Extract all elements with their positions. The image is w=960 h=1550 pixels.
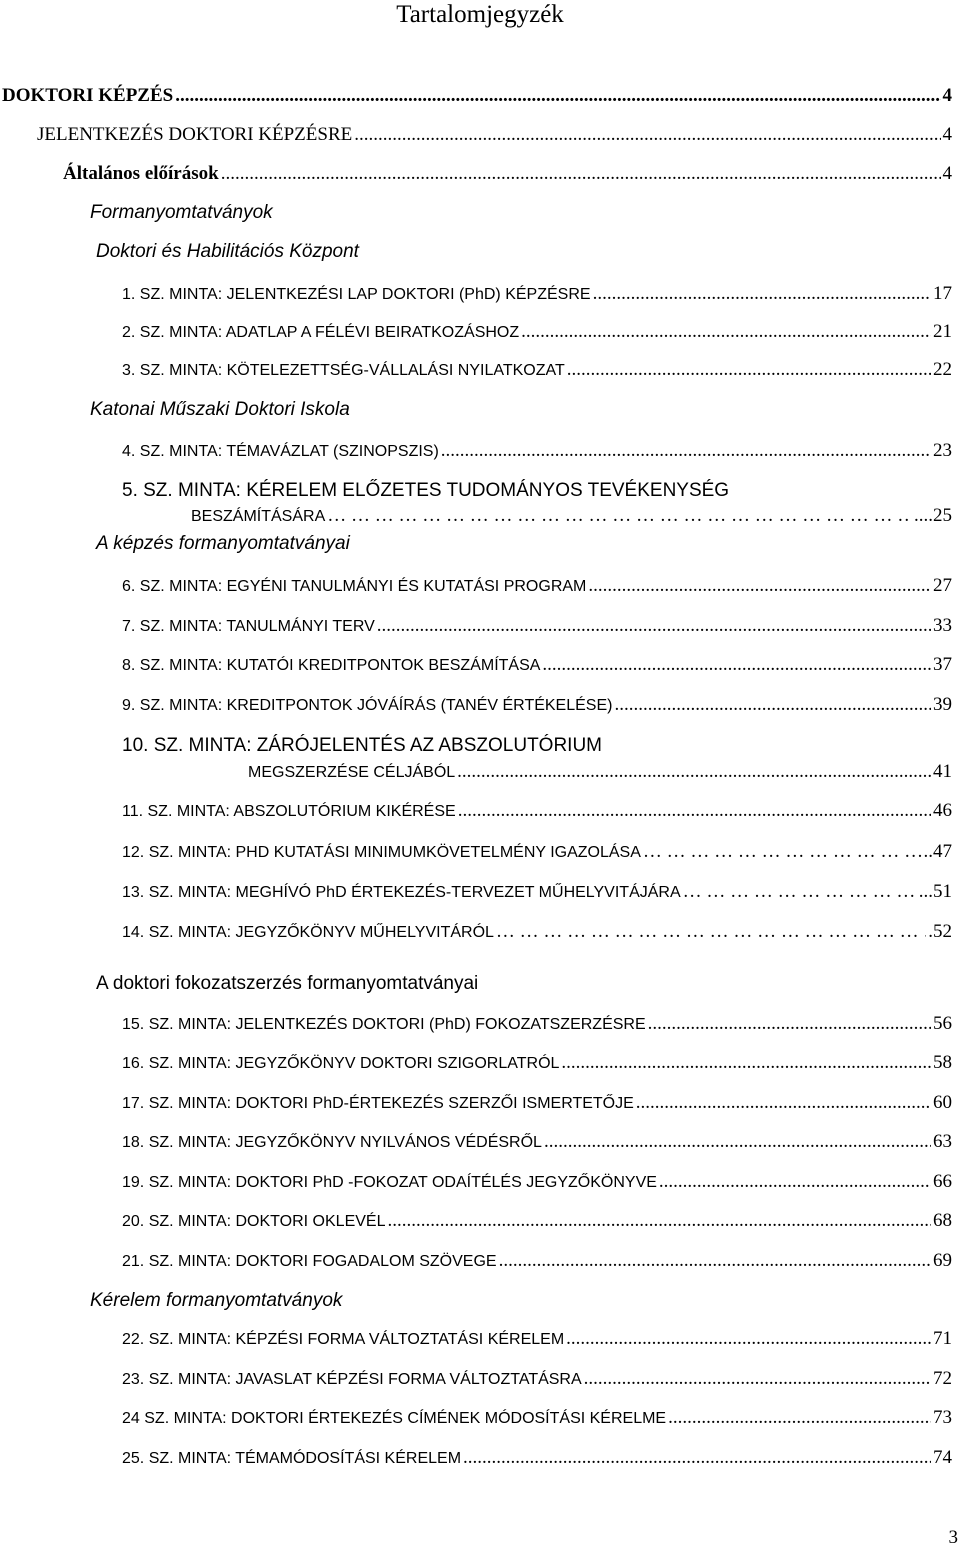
- toc-entry-minta-3[interactable]: [122, 358, 952, 383]
- toc-page-number: 66: [933, 1171, 952, 1192]
- toc-page-number: 46: [933, 800, 952, 821]
- toc-page-number: 41: [933, 761, 952, 782]
- leader-dots: [636, 1091, 931, 1115]
- toc-entry-minta-4[interactable]: [122, 439, 952, 464]
- leader-dots: [458, 799, 931, 823]
- toc-page-number: 73: [933, 1407, 952, 1428]
- toc-entry-label: 21. SZ. MINTA: DOKTORI FOGADALOM SZÖVEGE: [122, 1253, 497, 1270]
- toc-page-number: 27: [933, 575, 952, 596]
- toc-entry-label: 15. SZ. MINTA: JELENTKEZÉS DOKTORI (PhD) FOKOZATSZERZÉSRE: [122, 1016, 646, 1033]
- leader-dots: [354, 123, 940, 147]
- toc-entry-label: 6. SZ. MINTA: EGYÉNI TANULMÁNYI ÉS KUTATÁSI PROGRAM: [122, 578, 587, 595]
- toc-entry-minta-1[interactable]: [122, 282, 952, 307]
- section-heading-fokozatszerzes: A doktori fokozatszerzés formanyomtatványai: [96, 973, 479, 994]
- toc-entry-minta-23[interactable]: [122, 1367, 952, 1392]
- toc-page-number: 71: [933, 1328, 952, 1349]
- toc-entry-label: Általános előírások: [63, 163, 219, 184]
- toc-entry-minta-24[interactable]: [122, 1406, 952, 1431]
- leader-dots: [499, 1249, 931, 1273]
- toc-entry-minta-6[interactable]: [122, 574, 952, 599]
- toc-entry-minta-22[interactable]: [122, 1327, 952, 1352]
- leader-dots: [544, 1130, 931, 1154]
- toc-entry-label: 3. SZ. MINTA: KÖTELEZETTSÉG-VÁLLALÁSI NYILATKOZAT: [122, 362, 565, 379]
- toc-page-number: 39: [933, 694, 952, 715]
- leader-dots: [377, 614, 931, 638]
- toc-entry-label: 19. SZ. MINTA: DOKTORI PhD -FOKOZAT ODAÍTÉLÉS JEGYZŐKÖNYVE: [122, 1174, 657, 1191]
- toc-entry-minta-11[interactable]: [122, 799, 952, 824]
- leader-dots: [683, 880, 917, 904]
- toc-entry-minta-17[interactable]: [122, 1091, 952, 1116]
- leader-dots: [659, 1170, 931, 1194]
- toc-entry-label: 13. SZ. MINTA: MEGHÍVÓ PhD ÉRTEKEZÉS-TERVEZET MŰHELYVITÁJÁRA: [122, 884, 681, 901]
- toc-entry-minta-2[interactable]: [122, 320, 952, 345]
- toc-entry-label: 14. SZ. MINTA: JEGYZŐKÖNYV MŰHELYVITÁRÓL: [122, 924, 494, 941]
- leader-dots: [588, 574, 931, 598]
- toc-entry-label: 12. SZ. MINTA: PHD KUTATÁSI MINIMUMKÖVETELMÉNY IGAZOLÁSA: [122, 844, 641, 861]
- toc-entry-label: 11. SZ. MINTA: ABSZOLUTÓRIUM KIKÉRÉSE: [122, 803, 456, 820]
- toc-entry-minta-18[interactable]: [122, 1130, 952, 1155]
- toc-entry-minta-19[interactable]: [122, 1170, 952, 1195]
- toc-page-number: 4: [942, 163, 952, 184]
- toc-entry-label: 18. SZ. MINTA: JEGYZŐKÖNYV NYILVÁNOS VÉDÉSRŐL: [122, 1134, 542, 1151]
- toc-entry-label: 2. SZ. MINTA: ADATLAP A FÉLÉVI BEIRATKOZÁSHOZ: [122, 324, 520, 341]
- toc-entry-minta-21[interactable]: [122, 1249, 952, 1274]
- section-heading-doktori-habilitacios: Doktori és Habilitációs Központ: [96, 241, 359, 262]
- leader-dots: [561, 1051, 931, 1075]
- leader-dots: [387, 1209, 931, 1233]
- toc-page-number: 60: [933, 1092, 952, 1113]
- toc-entry-minta-16[interactable]: [122, 1051, 952, 1076]
- toc-page-number: 4: [942, 85, 952, 106]
- leader-dots: [496, 920, 926, 944]
- toc-page-number: 17: [933, 283, 952, 304]
- toc-entry-label: 23. SZ. MINTA: JAVASLAT KÉPZÉSI FORMA VÁLTOZTATÁSRA: [122, 1371, 582, 1388]
- leader-dots: [648, 1012, 931, 1036]
- toc-page-number: 74: [933, 1447, 952, 1468]
- toc-entry-label: DOKTORI KÉPZÉS: [2, 85, 174, 106]
- toc-entry-altalanos-eloirasok[interactable]: [63, 162, 952, 186]
- leader-dots: [593, 282, 931, 306]
- toc-entry-doktori-kepzes[interactable]: [2, 84, 952, 108]
- toc-page-number: 22: [933, 359, 952, 380]
- toc-entry-minta-14[interactable]: [122, 920, 952, 945]
- toc-title: Tartalomjegyzék: [396, 1, 564, 28]
- leader-dots: [567, 358, 931, 382]
- toc-entry-minta-5-line2[interactable]: [191, 504, 952, 529]
- leader-dots: [643, 840, 922, 864]
- leader-dots: [221, 162, 941, 186]
- toc-entry-label: BESZÁMÍTÁSÁRA: [191, 508, 326, 525]
- leader-dots: [327, 504, 912, 528]
- leader-dots: [441, 439, 931, 463]
- toc-entry-minta-20[interactable]: [122, 1209, 952, 1234]
- toc-entry-minta-10-line2[interactable]: [248, 760, 952, 785]
- toc-entry-minta-15[interactable]: [122, 1012, 952, 1037]
- toc-page-number: 58: [933, 1052, 952, 1073]
- section-heading-kepzes-formanyomtatvanyai: A képzés formanyomtatványai: [96, 533, 350, 554]
- toc-page-number: 63: [933, 1131, 952, 1152]
- toc-entry-minta-9[interactable]: [122, 693, 952, 718]
- leader-dots: [521, 320, 931, 344]
- leader-dots: [584, 1367, 931, 1391]
- toc-page-number: ...51: [918, 881, 952, 902]
- leader-dots: [457, 760, 931, 784]
- toc-entry-label: 1. SZ. MINTA: JELENTKEZÉSI LAP DOKTORI (PhD) KÉPZÉSRE: [122, 286, 591, 303]
- toc-entry-label: 9. SZ. MINTA: KREDITPONTOK JÓVÁÍRÁS (TANÉV ÉRTÉKELÉSE): [122, 697, 613, 714]
- toc-entry-minta-7[interactable]: [122, 614, 952, 639]
- toc-entry-minta-12[interactable]: [122, 840, 952, 865]
- leader-dots: [566, 1327, 931, 1351]
- toc-entry-label: 20. SZ. MINTA: DOKTORI OKLEVÉL: [122, 1213, 386, 1230]
- toc-entry-label: 4. SZ. MINTA: TÉMAVÁZLAT (SZINOPSZIS): [122, 443, 439, 460]
- toc-entry-label: 24 SZ. MINTA: DOKTORI ÉRTEKEZÉS CÍMÉNEK MÓDOSÍTÁSI KÉRELME: [122, 1410, 667, 1427]
- toc-entry-label: 17. SZ. MINTA: DOKTORI PhD-ÉRTEKEZÉS SZERZŐI ISMERTETŐJE: [122, 1095, 634, 1112]
- toc-entry-minta-25[interactable]: [122, 1446, 952, 1471]
- leader-dots: [542, 653, 931, 677]
- toc-entry-label: 7. SZ. MINTA: TANULMÁNYI TERV: [122, 618, 375, 635]
- toc-entry-label: MEGSZERZÉSE CÉLJÁBÓL: [248, 764, 456, 781]
- section-heading-formanyomtatvanyok: Formanyomtatványok: [90, 202, 273, 223]
- toc-entry-label: 16. SZ. MINTA: JEGYZŐKÖNYV DOKTORI SZIGORLATRÓL: [122, 1055, 560, 1072]
- toc-entry-label: 8. SZ. MINTA: KUTATÓI KREDITPONTOK BESZÁMÍTÁSA: [122, 657, 541, 674]
- toc-page-number: 69: [933, 1250, 952, 1271]
- toc-page-number: 37: [933, 654, 952, 675]
- toc-entry-label: JELENTKEZÉS DOKTORI KÉPZÉSRE: [37, 124, 353, 145]
- leader-dots: [463, 1446, 931, 1470]
- toc-page-number: 33: [933, 615, 952, 636]
- leader-dots: [614, 693, 931, 717]
- section-heading-kerelem: Kérelem formanyomtatványok: [90, 1290, 343, 1311]
- toc-page-number: ....25: [914, 505, 952, 526]
- leader-dots: [175, 84, 940, 108]
- toc-entry-label: 22. SZ. MINTA: KÉPZÉSI FORMA VÁLTOZTATÁSI KÉRELEM: [122, 1331, 565, 1348]
- toc-page-number: 72: [933, 1368, 952, 1389]
- toc-page-number: 23: [933, 440, 952, 461]
- toc-entry-minta-13[interactable]: [122, 880, 952, 905]
- toc-entry-minta-10-line1[interactable]: 10. SZ. MINTA: ZÁRÓJELENTÉS AZ ABSZOLUTÓRIUM: [122, 735, 603, 756]
- toc-entry-jelentkezes[interactable]: [37, 123, 952, 147]
- toc-page-number: 56: [933, 1013, 952, 1034]
- toc-page-number: 68: [933, 1210, 952, 1231]
- toc-entry-label: 25. SZ. MINTA: TÉMAMÓDOSÍTÁSI KÉRELEM: [122, 1450, 462, 1467]
- toc-page-number: 4: [942, 124, 952, 145]
- section-heading-katonai-muszaki: Katonai Műszaki Doktori Iskola: [90, 399, 350, 420]
- toc-entry-minta-5-line1[interactable]: 5. SZ. MINTA: KÉRELEM ELŐZETES TUDOMÁNYOS TEVÉKENYSÉG: [122, 480, 730, 501]
- leader-dots: [668, 1406, 931, 1430]
- page-number: 3: [948, 1527, 958, 1548]
- toc-entry-minta-8[interactable]: [122, 653, 952, 678]
- toc-page-number: .52: [928, 921, 952, 942]
- toc-page-number: ..47: [923, 841, 952, 862]
- toc-page-number: 21: [933, 321, 952, 342]
